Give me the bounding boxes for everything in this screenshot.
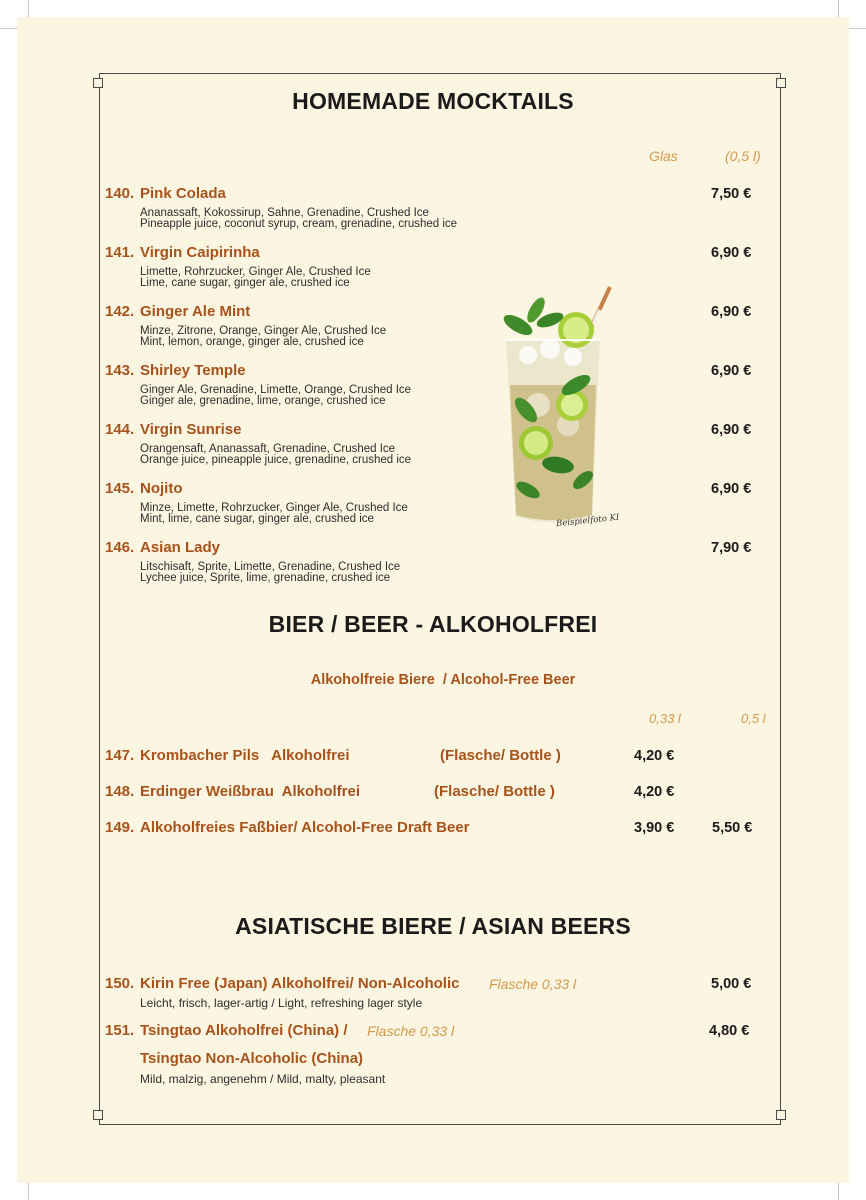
page-frame xyxy=(99,73,781,1125)
item-name-secondary: Tsingtao Non-Alcoholic (China) xyxy=(140,1050,364,1067)
item-name: Kirin Free (Japan) Alkoholfrei/ Non-Alcoholic xyxy=(140,975,460,992)
item-name: Erdinger Weißbrau Alkoholfrei xyxy=(140,783,361,800)
frame-corner xyxy=(776,1110,786,1120)
crop-mark xyxy=(0,28,18,29)
frame-corner xyxy=(93,78,103,88)
item-description: Leicht, frisch, lager-artig / Light, refreshing lager style xyxy=(140,996,423,1010)
item-name: Tsingtao Alkoholfrei (China) / xyxy=(140,1022,348,1039)
item-price: 7,50 € xyxy=(711,186,752,202)
column-header-glass: Glas xyxy=(649,148,678,164)
frame-corner xyxy=(93,1110,103,1120)
item-number: 150. xyxy=(105,975,135,992)
column-header-0-33l: 0,33 l xyxy=(649,711,681,726)
frame-corner xyxy=(776,78,786,88)
item-container-type: (Flasche/ Bottle ) xyxy=(440,747,561,764)
crop-mark xyxy=(28,1182,29,1200)
item-number: 140. xyxy=(105,185,135,202)
column-header-size: (0,5 l) xyxy=(725,148,761,164)
item-name: Nojito xyxy=(140,480,183,497)
item-price: 6,90 € xyxy=(711,422,752,438)
image-credit: Beispielfoto KI xyxy=(555,512,620,530)
price-0-5l: 5,50 € xyxy=(712,820,753,836)
item-description-de: Orangensaft, Ananassaft, Grenadine, Crushed Ice xyxy=(140,443,396,455)
item-number: 146. xyxy=(105,539,135,556)
crop-mark xyxy=(28,0,29,18)
item-description-de: Minze, Zitrone, Orange, Ginger Ale, Crushed Ice xyxy=(140,325,387,337)
item-description-de: Minze, Limette, Rohrzucker, Ginger Ale, Crushed Ice xyxy=(140,502,408,514)
item-number: 149. xyxy=(105,819,135,836)
crop-mark xyxy=(838,0,839,18)
item-price: 6,90 € xyxy=(711,481,752,497)
item-name: Pink Colada xyxy=(140,185,226,202)
item-name: Virgin Caipirinha xyxy=(140,244,260,261)
item-price: 6,90 € xyxy=(711,245,752,261)
item-description-de: Litschisaft, Sprite, Limette, Grenadine, Crushed Ice xyxy=(140,561,401,573)
price-0-33l: 4,20 € xyxy=(634,748,675,764)
item-description-en: Mint, lime, cane sugar, ginger ale, crushed ice xyxy=(140,513,374,525)
item-number: 143. xyxy=(105,362,135,379)
column-header-0-5l: 0,5 l xyxy=(741,711,766,726)
item-price: 7,90 € xyxy=(711,540,752,556)
item-container-type: (Flasche/ Bottle ) xyxy=(434,783,555,800)
item-number: 148. xyxy=(105,783,135,800)
mocktail-glass-illustration xyxy=(488,285,618,530)
item-price: 5,00 € xyxy=(711,976,752,992)
item-number: 151. xyxy=(105,1022,135,1039)
item-description-de: Ananassaft, Kokossirup, Sahne, Grenadine, Crushed Ice xyxy=(140,207,429,219)
item-description-de: Limette, Rohrzucker, Ginger Ale, Crushed Ice xyxy=(140,266,371,278)
item-description-en: Orange juice, pineapple juice, grenadine, crushed ice xyxy=(140,454,412,466)
beer-subtitle: Alkoholfreie Biere / Alcohol-Free Beer xyxy=(310,672,576,688)
item-price: 4,80 € xyxy=(709,1023,750,1039)
item-number: 144. xyxy=(105,421,135,438)
item-description-en: Lychee juice, Sprite, lime, grenadine, crushed ice xyxy=(140,572,391,584)
section-title-beer-alcohol-free: BIER / BEER - ALKOHOLFREI xyxy=(268,611,598,637)
price-0-33l: 3,90 € xyxy=(634,820,675,836)
item-name: Virgin Sunrise xyxy=(140,421,242,438)
item-number: 142. xyxy=(105,303,135,320)
item-description-en: Mint, lemon, orange, ginger ale, crushed ice xyxy=(140,336,364,348)
item-number: 141. xyxy=(105,244,135,261)
item-name: Alkoholfreies Faßbier/ Alcohol-Free Draft Beer xyxy=(140,819,470,836)
item-description: Mild, malzig, angenehm / Mild, malty, pleasant xyxy=(140,1072,386,1086)
item-price: 6,90 € xyxy=(711,304,752,320)
item-size: Flasche 0,33 l xyxy=(367,1023,455,1039)
item-description-en: Lime, cane sugar, ginger ale, crushed ice xyxy=(140,277,350,289)
item-size: Flasche 0,33 l xyxy=(489,976,577,992)
price-0-33l: 4,20 € xyxy=(634,784,675,800)
section-title-asian-beers: ASIATISCHE BIERE / ASIAN BEERS xyxy=(235,913,631,939)
item-description-en: Pineapple juice, coconut syrup, cream, grenadine, crushed ice xyxy=(140,218,458,230)
item-name: Krombacher Pils Alkoholfrei xyxy=(140,747,350,764)
section-title-mocktails: HOMEMADE MOCKTAILS xyxy=(292,88,574,114)
item-description-de: Ginger Ale, Grenadine, Limette, Orange, Crushed Ice xyxy=(140,384,412,396)
crop-mark xyxy=(848,28,866,29)
item-number: 145. xyxy=(105,480,135,497)
item-name: Ginger Ale Mint xyxy=(140,303,251,320)
item-number: 147. xyxy=(105,747,135,764)
item-price: 6,90 € xyxy=(711,363,752,379)
item-description-en: Ginger ale, grenadine, lime, orange, crushed ice xyxy=(140,395,386,407)
item-name: Asian Lady xyxy=(140,539,221,556)
crop-mark xyxy=(838,1182,839,1200)
item-name: Shirley Temple xyxy=(140,362,246,379)
